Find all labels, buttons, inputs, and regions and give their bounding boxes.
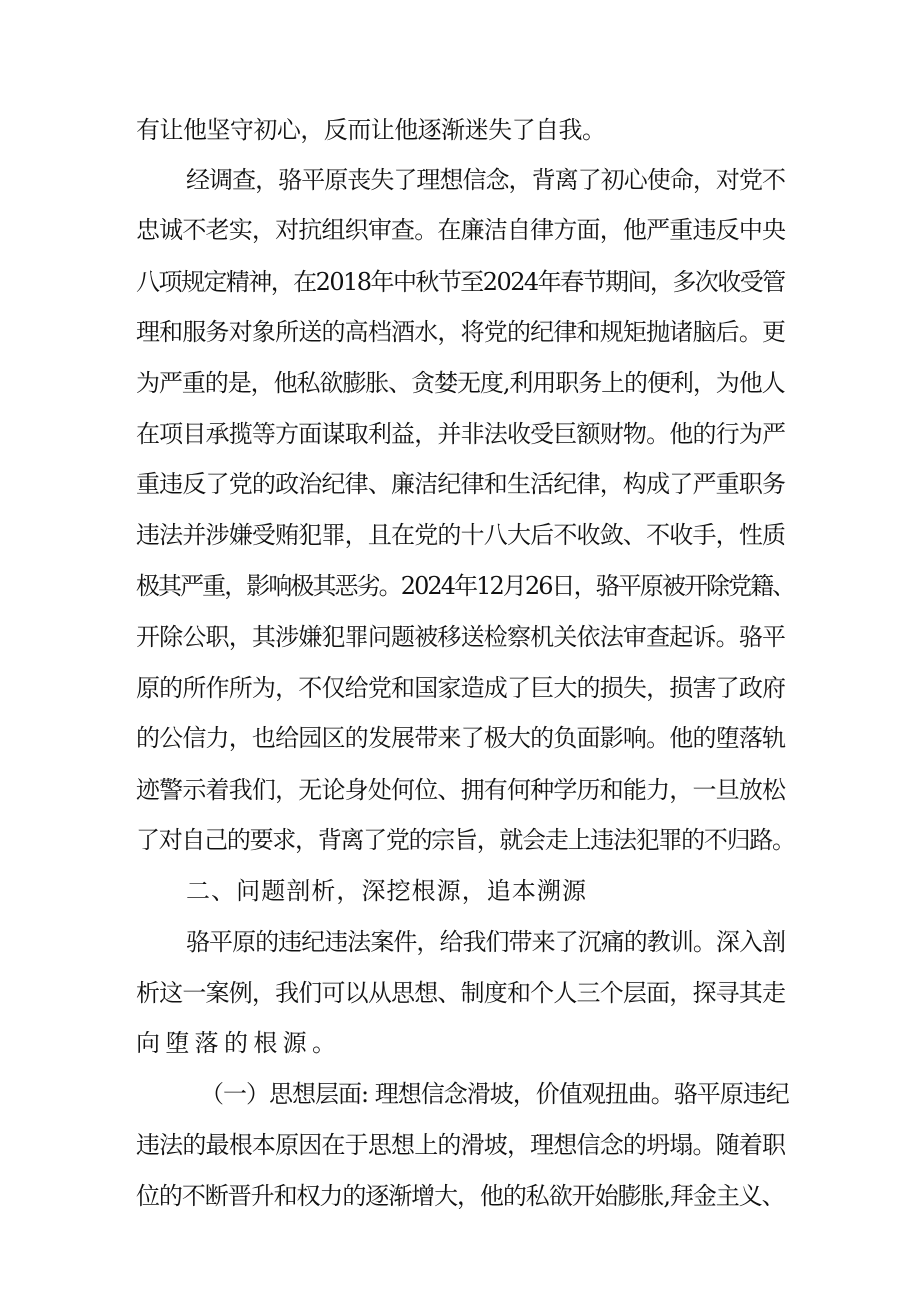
body-line: 向堕落的根源。 bbox=[136, 1029, 342, 1057]
body-line: 析这一案例，我们可以从思想、制度和个人三个层面，探寻其走 bbox=[136, 979, 786, 1007]
body-line: 开除公职，其涉嫌犯罪问题被移送检察机关依法审查起诉。骆平 bbox=[136, 623, 786, 651]
body-line: 位的不断晋升和权力的逐渐增大，他的私欲开始膨胀,拜金主义、 bbox=[136, 1182, 785, 1210]
body-line: 在项目承揽等方面谋取利益，并非法收受巨额财物。他的行为严 bbox=[136, 420, 786, 448]
body-line: 八项规定精神，在2018年中秋节至2024年春节期间，多次收受管 bbox=[136, 268, 785, 296]
body-line: 理和服务对象所送的高档酒水，将党的纪律和规矩抛诸脑后。更 bbox=[136, 318, 786, 346]
body-line: 重违反了党的政治纪律、廉洁纪律和生活纪律，构成了严重职务 bbox=[136, 470, 786, 498]
body-line: 忠诚不老实，对抗组织审查。在廉洁自律方面，他严重违反中央 bbox=[136, 216, 786, 244]
body-line: 为严重的是，他私欲膨胀、贪婪无度,利用职务上的便利，为他人 bbox=[136, 369, 785, 397]
body-line: 骆平原的违纪违法案件，给我们带来了沉痛的教训。深入剖 bbox=[186, 928, 786, 956]
body-line: 违法的最根本原因在于思想上的滑坡，理想信念的坍塌。随着职 bbox=[136, 1131, 786, 1159]
body-line: 了对自己的要求，背离了党的宗旨，就会走上违法犯罪的不归路。 bbox=[136, 826, 795, 854]
body-line: 的公信力，也给园区的发展带来了极大的负面影响。他的堕落轨 bbox=[136, 724, 786, 752]
subsection-line: （一）思想层面: 理想信念滑坡，价值观扭曲。骆平原违纪 bbox=[200, 1080, 789, 1108]
body-line: 有让他坚守初心，反而让他逐渐迷失了自我。 bbox=[136, 116, 606, 144]
body-line: 极其严重，影响极其恶劣。2024年12月26日，骆平原被开除党籍、 bbox=[136, 572, 795, 600]
body-line: 违法并涉嫌受贿犯罪，且在党的十八大后不收敛、不收手，性质 bbox=[136, 521, 786, 549]
section-heading: 二、问题剖析，深挖根源，追本溯源 bbox=[186, 877, 588, 905]
body-line: 原的所作所为，不仅给党和国家造成了巨大的损失，损害了政府 bbox=[136, 674, 786, 702]
body-line: 迹警示着我们，无论身处何位、拥有何种学历和能力，一旦放松 bbox=[136, 776, 786, 804]
body-line: 经调查，骆平原丧失了理想信念，背离了初心使命，对党不 bbox=[186, 166, 786, 194]
